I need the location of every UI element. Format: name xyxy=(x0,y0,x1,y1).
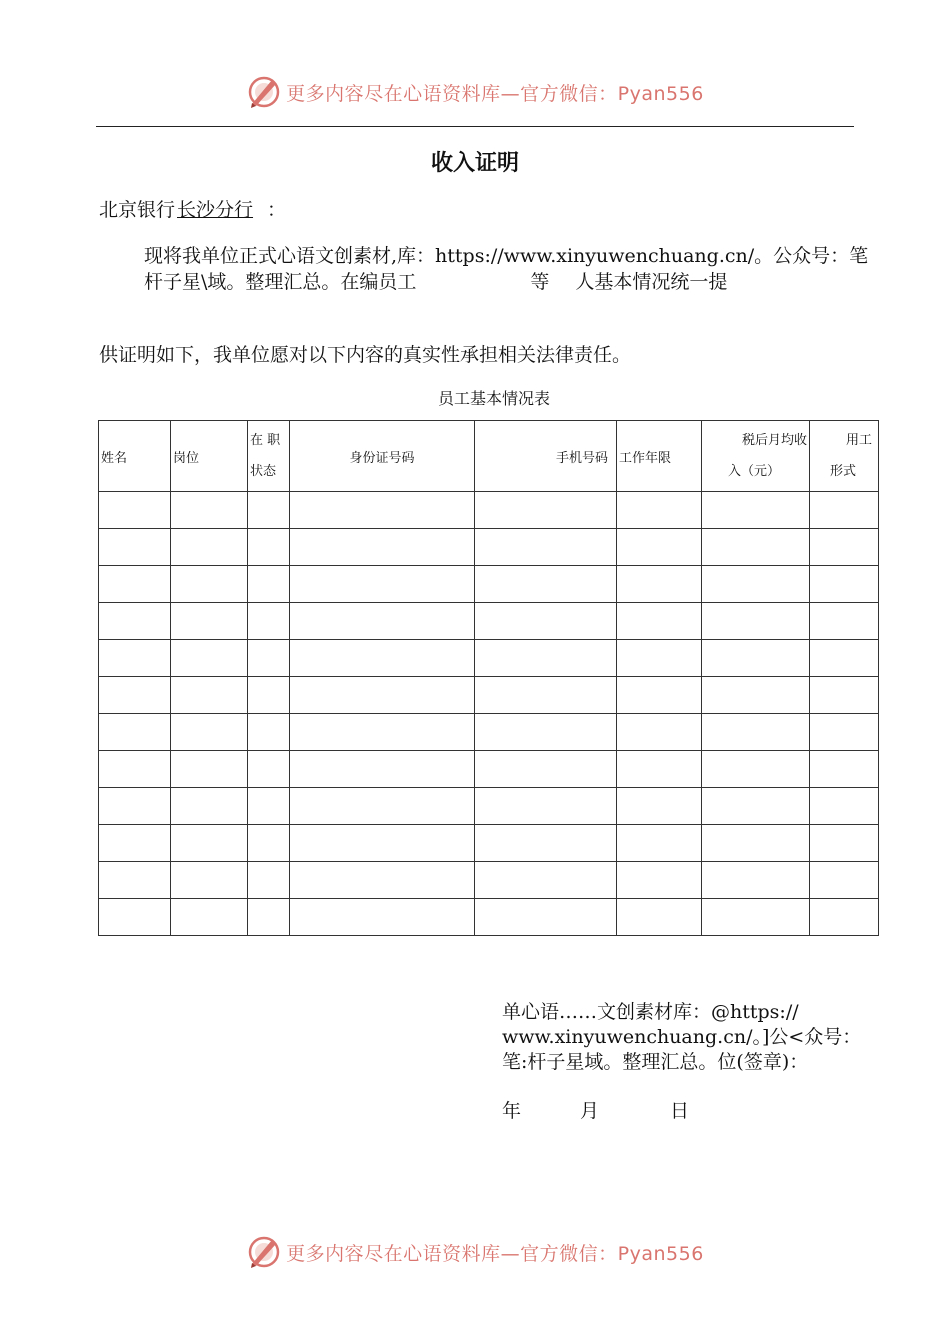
header-years: 工作年限 xyxy=(617,421,702,492)
table-cell xyxy=(617,529,702,566)
date-line xyxy=(502,1096,689,1123)
table-cell xyxy=(810,492,879,529)
table-cell xyxy=(171,714,248,751)
table-cell xyxy=(171,788,248,825)
table-cell xyxy=(702,492,810,529)
table-row xyxy=(99,677,879,714)
table-row xyxy=(99,788,879,825)
table-header-row xyxy=(99,421,879,492)
table-cell xyxy=(99,899,171,936)
table-row xyxy=(99,603,879,640)
table-cell xyxy=(810,603,879,640)
table-cell xyxy=(617,677,702,714)
paragraph-part3: 人基本情况统一提 xyxy=(575,271,728,293)
signature-line2: www.xinyuwenchuang.cn/。]公<众号： xyxy=(502,1026,862,1048)
table-cell xyxy=(475,640,617,677)
table-row xyxy=(99,640,879,677)
table-cell xyxy=(475,751,617,788)
signature-block xyxy=(502,1000,882,1075)
table-cell xyxy=(99,714,171,751)
table-cell xyxy=(290,677,475,714)
table-cell xyxy=(702,714,810,751)
table-cell xyxy=(702,751,810,788)
pen-seal-icon xyxy=(246,1234,282,1270)
table-cell xyxy=(702,899,810,936)
table-cell xyxy=(171,603,248,640)
table-cell xyxy=(171,677,248,714)
table-cell xyxy=(810,714,879,751)
header-income-line1: 税后月均收 xyxy=(741,433,807,448)
header-id-number: 身份证号码 xyxy=(290,421,475,492)
addressee-line xyxy=(99,195,286,222)
table-cell xyxy=(171,640,248,677)
pen-seal-icon xyxy=(246,74,282,110)
table-cell xyxy=(99,825,171,862)
table-cell xyxy=(99,492,171,529)
table-cell xyxy=(171,566,248,603)
table-cell xyxy=(248,529,290,566)
table-cell xyxy=(248,825,290,862)
table-cell xyxy=(475,714,617,751)
table-cell xyxy=(617,566,702,603)
table-cell xyxy=(248,788,290,825)
table-cell xyxy=(248,677,290,714)
table-cell xyxy=(617,492,702,529)
table-cell xyxy=(248,492,290,529)
table-cell xyxy=(475,825,617,862)
table-cell xyxy=(290,492,475,529)
table-cell xyxy=(290,714,475,751)
table-cell xyxy=(702,566,810,603)
header-status-line1: 在 职 xyxy=(250,433,281,448)
table-cell xyxy=(475,603,617,640)
header-position: 岗位 xyxy=(171,421,248,492)
table-cell xyxy=(702,862,810,899)
table-cell xyxy=(702,677,810,714)
header-status xyxy=(248,421,290,492)
date-day: 日 xyxy=(670,1100,690,1122)
table-row xyxy=(99,862,879,899)
header-employment-line2: 形式 xyxy=(830,464,857,479)
table-cell xyxy=(248,566,290,603)
table-cell xyxy=(617,751,702,788)
table-cell xyxy=(99,640,171,677)
table-cell xyxy=(617,825,702,862)
paragraph-part2: 等 xyxy=(530,271,550,293)
paragraph-part1: 现将我单位正式心语文创素材,库：https://www.xinyuwenchuang.cn/。公众号：笔杆子星\域。整理汇总。在编员工 xyxy=(144,245,869,293)
header-income-line2: 入（元） xyxy=(728,464,781,479)
table-cell xyxy=(475,566,617,603)
table-cell xyxy=(617,899,702,936)
table-cell xyxy=(810,566,879,603)
table-cell xyxy=(810,788,879,825)
header-income xyxy=(702,421,810,492)
addressee-colon: ： xyxy=(267,199,287,221)
table-cell xyxy=(810,751,879,788)
table-cell xyxy=(702,603,810,640)
table-cell xyxy=(99,677,171,714)
table-cell xyxy=(99,566,171,603)
table-cell xyxy=(99,751,171,788)
table-cell xyxy=(810,899,879,936)
table-cell xyxy=(702,529,810,566)
table-cell xyxy=(617,603,702,640)
table-row xyxy=(99,529,879,566)
table-cell xyxy=(290,751,475,788)
table-cell xyxy=(290,566,475,603)
table-cell xyxy=(248,862,290,899)
table-cell xyxy=(475,862,617,899)
table-row xyxy=(99,751,879,788)
table-cell xyxy=(475,492,617,529)
signature-line1: 单心语……文创素材库：@https:// xyxy=(502,1001,799,1023)
date-month: 月 xyxy=(580,1100,600,1122)
table-cell xyxy=(475,529,617,566)
table-caption: 员工基本情况表 xyxy=(437,389,550,408)
table-cell xyxy=(475,677,617,714)
table-cell xyxy=(171,862,248,899)
table-cell xyxy=(248,751,290,788)
table-cell xyxy=(810,825,879,862)
header-employment-line1: 用工 xyxy=(845,433,872,448)
table-cell xyxy=(617,714,702,751)
branch-name: 长沙分行 xyxy=(177,199,254,221)
table-cell xyxy=(810,640,879,677)
table-cell xyxy=(290,640,475,677)
employee-table xyxy=(98,420,879,936)
table-cell xyxy=(99,603,171,640)
table-cell xyxy=(171,751,248,788)
header-banner xyxy=(0,72,950,112)
table-cell xyxy=(99,788,171,825)
table-cell xyxy=(290,862,475,899)
banner-text: 更多内容尽在心语资料库—官方微信：Pyan556 xyxy=(286,82,704,105)
header-employment xyxy=(810,421,879,492)
header-divider xyxy=(96,126,854,127)
table-cell xyxy=(290,603,475,640)
signature-line3: 笔:杆子星域。整理汇总。位(签章)： xyxy=(502,1051,809,1073)
table-row xyxy=(99,492,879,529)
table-cell xyxy=(702,640,810,677)
table-cell xyxy=(248,603,290,640)
header-phone: 手机号码 xyxy=(475,421,617,492)
table-cell xyxy=(475,788,617,825)
table-cell xyxy=(290,825,475,862)
table-cell xyxy=(248,899,290,936)
body-paragraph xyxy=(144,243,884,295)
table-cell xyxy=(617,640,702,677)
table-cell xyxy=(617,788,702,825)
table-cell xyxy=(99,862,171,899)
header-status-line2: 状态 xyxy=(250,464,277,479)
table-cell xyxy=(171,899,248,936)
table-cell xyxy=(171,825,248,862)
date-year: 年 xyxy=(502,1100,522,1122)
table-cell xyxy=(171,529,248,566)
table-cell xyxy=(248,714,290,751)
table-cell xyxy=(248,640,290,677)
table-cell xyxy=(290,529,475,566)
banner-text: 更多内容尽在心语资料库—官方微信：Pyan556 xyxy=(286,1242,704,1265)
table-cell xyxy=(290,899,475,936)
table-cell xyxy=(810,862,879,899)
table-cell xyxy=(702,825,810,862)
page-title: 收入证明 xyxy=(430,151,519,176)
table-cell xyxy=(702,788,810,825)
bank-name: 北京银行 xyxy=(99,199,176,221)
footer-banner xyxy=(0,1232,950,1272)
table-row xyxy=(99,825,879,862)
table-cell xyxy=(171,492,248,529)
table-cell xyxy=(810,529,879,566)
table-cell xyxy=(617,862,702,899)
table-cell xyxy=(475,899,617,936)
table-cell xyxy=(99,529,171,566)
table-row xyxy=(99,899,879,936)
table-row xyxy=(99,714,879,751)
table-row xyxy=(99,566,879,603)
table-cell xyxy=(810,677,879,714)
header-name: 姓名 xyxy=(99,421,171,492)
table-cell xyxy=(290,788,475,825)
body-paragraph-2: 供证明如下，我单位愿对以下内容的真实性承担相关法律责任。 xyxy=(99,344,632,366)
